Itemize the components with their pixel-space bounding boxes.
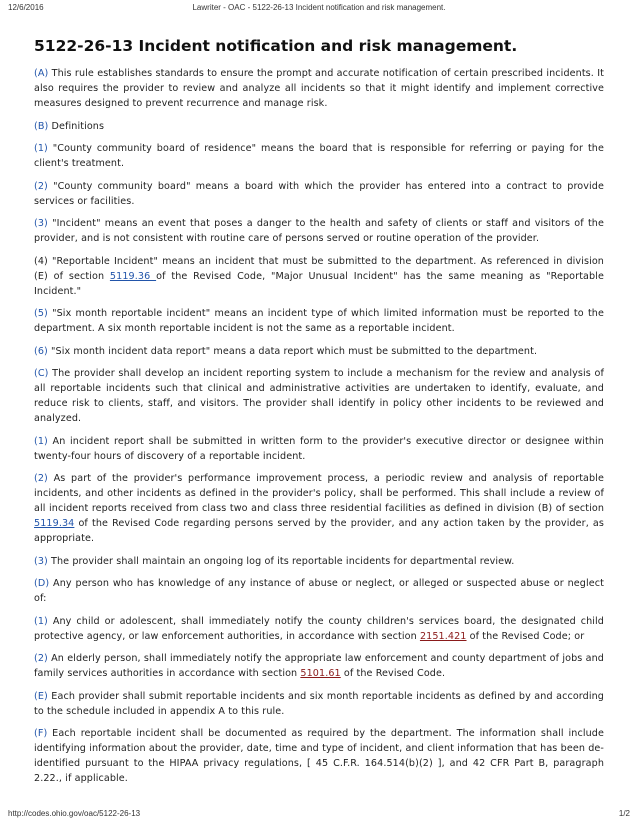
paragraph-text: The provider shall maintain an ongoing log of its reportable incidents for departmental review. <box>47 555 515 567</box>
paragraph-text: This rule establishes standards to ensure the prompt and accurate notification of certain prescribed incidents. It also requires the provider to review and analyze all incidents so that it might identify and implement corrective measures designed to prevent recurrence and manage risk. <box>34 68 604 109</box>
paragraph-text: "County community board of residence" means the board that is responsible for referring or paying for the client's treatment. <box>34 143 604 169</box>
paragraph-text: of the Revised Code regarding persons served by the provider, and any action taken by the provider, as appropriate. <box>34 518 604 544</box>
division-label: (1) <box>34 143 48 154</box>
paragraph-c-3 <box>34 554 604 569</box>
division-label: (F) <box>34 728 48 739</box>
paragraph-text: An elderly person, shall immediately notify the appropriate law enforcement and county department of jobs and family services authorities in accordance with section <box>34 653 604 679</box>
document-body <box>34 36 604 794</box>
division-label: (3) <box>34 218 48 229</box>
paragraph-d-1 <box>34 614 604 644</box>
paragraph-b-2 <box>34 179 604 209</box>
paragraph-b <box>34 119 604 134</box>
print-footer <box>8 809 630 821</box>
paragraph-b-4 <box>34 254 604 299</box>
paragraph-text: As part of the provider's performance improvement process, a periodic review and analysis of reportable incidents, and other incidents as defined in the provider's policy, shall be performed. This shall include a review of all incident reports received from class two and class three residential facilities as defined in division (B) of section <box>34 473 604 514</box>
paragraph-c-1 <box>34 434 604 464</box>
division-label: (4) <box>34 255 48 267</box>
paragraph-text: Each provider shall submit reportable incidents and six month reportable incidents as defined by and according to the schedule included in appendix A to this rule. <box>34 690 604 717</box>
paragraph-f <box>34 726 604 786</box>
division-label: (2) <box>34 180 48 192</box>
division-label: (1) <box>34 615 48 627</box>
division-label: (5) <box>34 308 48 319</box>
section-link-5101-61[interactable]: 5101.61 <box>300 668 341 679</box>
paragraph-text: "Six month incident data report" means a data report which must be submitted to the department. <box>47 345 538 357</box>
paragraph-text: of the Revised Code. <box>340 668 446 679</box>
paragraph-text: "Incident" means an event that poses a danger to the health and safety of clients or staff and visitors of the provider, and is not consistent with routine care of persons served or routine operation of the provider. <box>34 218 604 244</box>
division-label: (2) <box>34 473 48 484</box>
division-label: (1) <box>34 435 48 447</box>
paragraph-c <box>34 366 604 426</box>
paragraph-text: "Six month reportable incident" means an incident type of which limited information must be reported to the department. A six month reportable incident is not the same as a reportable incident. <box>34 308 604 334</box>
division-label: (2) <box>34 653 48 664</box>
paragraph-text: An incident report shall be submitted in written form to the provider's executive director or designee within twenty-four hours of discovery of a reportable incident. <box>34 435 604 462</box>
division-label: (A) <box>34 68 49 79</box>
paragraph-a <box>34 66 604 111</box>
division-label: (3) <box>34 555 48 567</box>
division-label: (C) <box>34 368 49 379</box>
paragraph-d-2 <box>34 651 604 681</box>
paragraph-b-3 <box>34 216 604 246</box>
paragraph-text: "County community board" means a board with which the provider has entered into a contract to provide services or facilities. <box>34 180 604 207</box>
paragraph-text: of the Revised Code, "Major Unusual Incident" has the same meaning as "Reportable Incident." <box>34 270 604 297</box>
division-label: (B) <box>34 120 49 132</box>
paragraph-b-1 <box>34 141 604 171</box>
paragraph-d <box>34 576 604 606</box>
section-link-5119-34[interactable]: 5119.34 <box>34 518 75 529</box>
paragraph-text: Each reportable incident shall be documented as required by the department. The information shall include identifying information about the provider, date, time and type of incident, and client information that has been de-identified pursuant to the HIPAA privacy regulations, [ 45 C.F.R. 164.514(b)(2) ], and 42 CFR Part B, paragraph 2.22., if applicable. <box>34 728 604 784</box>
division-label: (D) <box>34 578 50 589</box>
paragraph-text: Definitions <box>48 120 105 132</box>
paragraph-text: Any person who has knowledge of any instance of abuse or neglect, or alleged or suspected abuse or neglect of: <box>34 578 604 604</box>
division-label: (E) <box>34 690 48 702</box>
rule-title: 5122-26-13 Incident notification and risk management. <box>34 37 518 55</box>
print-date: 12/6/2016 <box>8 3 44 12</box>
section-link-5119-36[interactable]: 5119.36 <box>109 270 157 282</box>
paragraph-c-2 <box>34 471 604 546</box>
paragraph-text: The provider shall develop an incident reporting system to include a mechanism for the review and analysis of all reportable incidents such that clinical and administrative activities are undertaken to identify, evaluate, and reduce risk to clients, staff, and visitors. The provider shall identify in policy other incidents to be reviewed and analyzed. <box>34 368 604 424</box>
print-url: http://codes.ohio.gov/oac/5122-26-13 <box>8 809 141 818</box>
paragraph-e <box>34 689 604 719</box>
page-number: 1/2 <box>618 809 630 818</box>
paragraph-b-6 <box>34 344 604 359</box>
paragraph-text: of the Revised Code; or <box>466 630 585 642</box>
section-link-2151-421[interactable]: 2151.421 <box>419 630 467 642</box>
paragraph-b-5 <box>34 306 604 336</box>
print-title: Lawriter - OAC - 5122-26-13 Incident notification and risk management. <box>192 3 446 12</box>
paragraph-text: "Reportable Incident" means an incident that must be submitted to the department. As referenced in division (E) of section <box>34 255 604 282</box>
division-label: (6) <box>34 345 48 357</box>
print-header <box>8 3 630 15</box>
paragraph-text: Any child or adolescent, shall immediately notify the county children's services board, the designated child protective agency, or law enforcement authorities, in accordance with section <box>34 615 604 642</box>
